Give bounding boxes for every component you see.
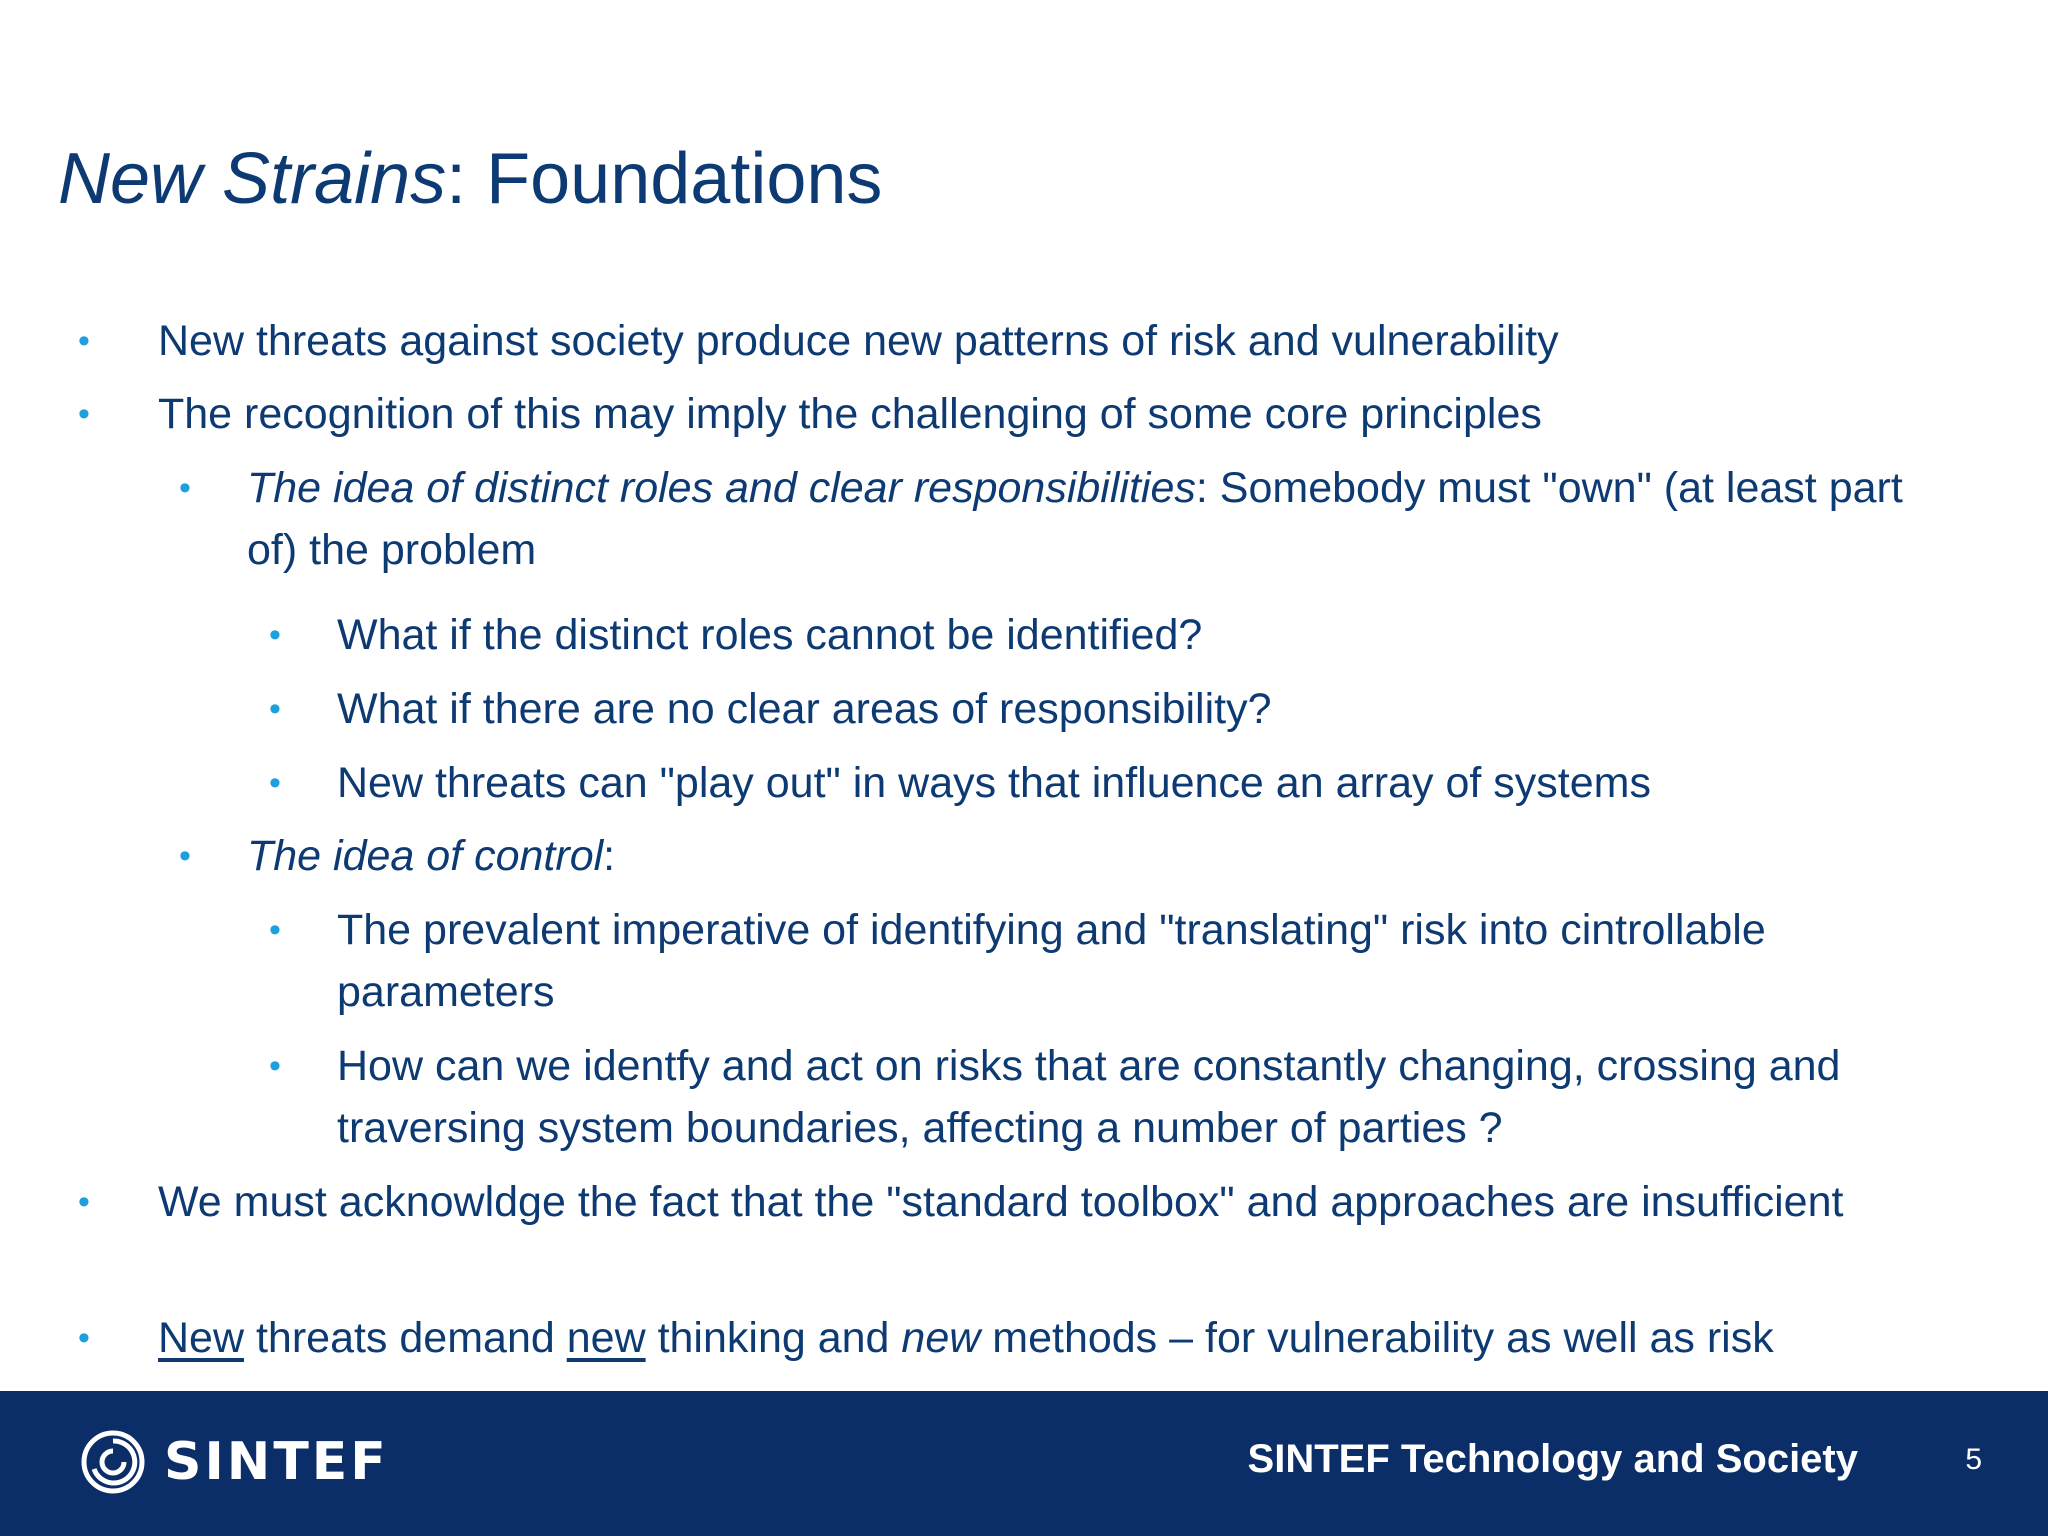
sintef-logo (80, 1429, 389, 1495)
bullet-dot: • (269, 911, 281, 949)
organization-name: SINTEF Technology and Society (1247, 1437, 1858, 1481)
bullet-dot: • (78, 1319, 90, 1357)
title-rest: : Foundations (446, 139, 883, 219)
bullet-text: The prevalent imperative of identifying and "translating" risk into cintrollable parameters (337, 906, 1766, 1016)
bullet-dot: • (78, 1183, 90, 1221)
bullet-item (78, 383, 1958, 445)
bullet-text: thinking and (645, 1314, 902, 1362)
sub-sub-bullet-item (269, 678, 1957, 740)
bullet-text: New threats against society produce new patterns of risk and vulnerability (158, 317, 1559, 365)
bullet-item (78, 310, 1958, 372)
bullet-text: We must acknowldge the fact that the "standard toolbox" and approaches are insufficient (158, 1178, 1844, 1226)
sub-bullet-item (179, 825, 1907, 887)
bullet-underlined-text: New (158, 1314, 245, 1362)
page-number: 5 (1965, 1443, 1982, 1476)
bullet-dot: • (269, 764, 281, 802)
sub-sub-bullet-item (269, 899, 1957, 1023)
sub-sub-bullet-item (269, 604, 1957, 666)
bullet-text: : Somebody must "own" (at least part of) the problem (247, 464, 1903, 574)
bullet-text: The recognition of this may imply the challenging of some core principles (158, 390, 1542, 438)
bullet-item (78, 1171, 1958, 1233)
bullet-text: New threats can "play out" in ways that influence an array of systems (337, 759, 1651, 807)
bullet-text: What if there are no clear areas of responsibility? (337, 685, 1272, 733)
bullet-italic-text: The idea of control (247, 832, 604, 880)
bullet-text: methods – for vulnerability as well as risk (980, 1314, 1774, 1362)
sub-sub-bullet-item (269, 1035, 1957, 1159)
bullet-item (78, 1307, 1958, 1369)
bullet-dot: • (78, 395, 90, 433)
bullet-dot: • (269, 1047, 281, 1085)
bullet-dot: • (269, 616, 281, 654)
bullet-text: threats demand (244, 1314, 567, 1362)
bullet-dot: • (78, 322, 90, 360)
bullet-underlined-text: new (566, 1314, 646, 1362)
logo-text: SINTEF (164, 1432, 389, 1492)
bullet-dot: • (179, 469, 191, 507)
bullet-dot: • (269, 690, 281, 728)
bullet-text: What if the distinct roles cannot be identified? (337, 611, 1203, 659)
bullet-italic-text: new (901, 1314, 981, 1362)
bullet-text: : (603, 832, 616, 880)
sub-bullet-item (179, 457, 1907, 581)
sintef-logo-icon (80, 1429, 146, 1495)
title-italic: New Strains (58, 139, 447, 219)
sub-sub-bullet-item (269, 752, 1957, 814)
bullet-dot: • (179, 837, 191, 875)
slide-title (58, 138, 882, 220)
bullet-italic-text: The idea of distinct roles and clear responsibilities (247, 464, 1196, 512)
footer-bar (0, 1391, 2048, 1536)
bullet-text: How can we identfy and act on risks that are constantly changing, crossing and traversing system boundaries, affecting a number of parties ? (337, 1042, 1841, 1152)
